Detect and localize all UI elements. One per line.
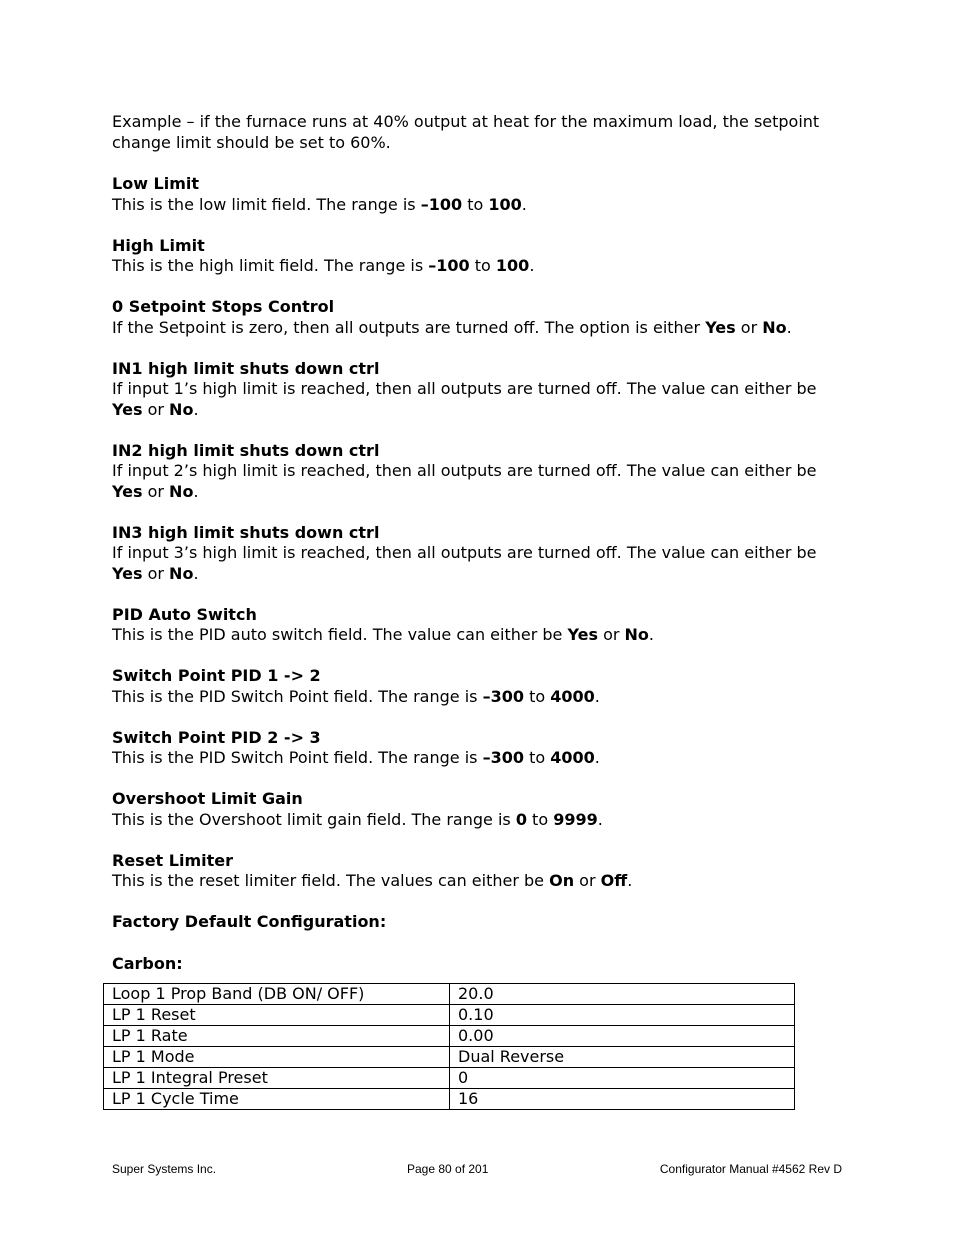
intro-line-2: change limit should be set to 60%. xyxy=(112,132,391,152)
parameter-value-cell: 0 xyxy=(450,1068,795,1089)
description-end: . xyxy=(648,625,655,644)
description-connector: or xyxy=(142,481,170,501)
footer-page-number: Page 80 of 201 xyxy=(407,1162,489,1176)
field-section xyxy=(112,789,847,830)
value-bold-2: 100 xyxy=(488,194,522,214)
table-row xyxy=(104,1026,795,1047)
section-heading: Switch Point PID 1 -> 2 xyxy=(112,666,321,685)
section-heading: High Limit xyxy=(112,235,205,255)
section-heading: Reset Limiter xyxy=(112,850,233,870)
value-bold-1: Yes xyxy=(112,399,143,419)
description-end: . xyxy=(193,563,199,583)
section-heading: IN1 high limit shuts down ctrl xyxy=(112,358,380,378)
value-bold-2: 4000 xyxy=(550,686,595,706)
value-bold-1: –300 xyxy=(482,748,524,767)
value-bold-1: Yes xyxy=(705,317,736,337)
parameter-name-cell: LP 1 Mode xyxy=(104,1047,450,1068)
section-description xyxy=(112,195,847,216)
value-bold-2: 4000 xyxy=(550,748,595,767)
section-description xyxy=(112,810,847,831)
page-content xyxy=(112,112,847,974)
description-connector: or xyxy=(735,317,763,337)
section-description xyxy=(112,871,847,892)
section-heading: 0 Setpoint Stops Control xyxy=(112,297,335,316)
value-bold-1: –100 xyxy=(428,256,470,275)
parameter-value-cell: 0.10 xyxy=(450,1005,795,1026)
value-bold-1: –100 xyxy=(420,194,463,214)
description-end: . xyxy=(193,399,199,419)
parameter-name-cell: LP 1 Reset xyxy=(104,1005,450,1026)
description-connector: or xyxy=(142,563,170,583)
description-end: . xyxy=(529,256,535,275)
description-connector: to xyxy=(523,686,551,706)
carbon-heading: Carbon: xyxy=(112,953,183,973)
footer-manual-id: Configurator Manual #4562 Rev D xyxy=(659,1162,842,1176)
value-bold-1: –300 xyxy=(482,686,524,706)
description-connector: to xyxy=(469,256,496,275)
section-heading: Low Limit xyxy=(112,174,200,193)
value-bold-2: No xyxy=(624,625,649,644)
parameter-name-cell: LP 1 Rate xyxy=(104,1026,450,1047)
description-end: . xyxy=(786,317,792,337)
section-description xyxy=(112,318,847,339)
description-text: This is the low limit field. The range is xyxy=(112,194,421,214)
field-section xyxy=(112,174,847,215)
value-bold-2: 9999 xyxy=(553,809,598,829)
section-heading: IN3 high limit shuts down ctrl xyxy=(112,522,380,542)
description-connector: to xyxy=(523,748,551,767)
value-bold-1: Yes xyxy=(567,625,598,644)
description-end: . xyxy=(594,686,600,706)
section-heading: Overshoot Limit Gain xyxy=(112,789,303,808)
value-bold-2: No xyxy=(169,563,194,583)
parameter-value-cell: 16 xyxy=(450,1089,795,1110)
description-end: . xyxy=(627,871,633,890)
intro-paragraph xyxy=(112,112,847,153)
value-bold-2: No xyxy=(169,399,194,419)
description-text: This is the reset limiter field. The values can either be xyxy=(112,871,550,890)
intro-line-1: Example – if the furnace runs at 40% output at heat for the maximum load, the setpoint xyxy=(112,112,820,131)
value-bold-2: No xyxy=(169,481,194,501)
parameter-name-cell: LP 1 Integral Preset xyxy=(104,1068,450,1089)
table-row xyxy=(104,1068,795,1089)
section-heading: PID Auto Switch xyxy=(112,604,257,624)
section-description xyxy=(112,625,847,646)
field-section xyxy=(112,851,847,892)
value-bold-1: Yes xyxy=(112,563,143,583)
field-section xyxy=(112,523,847,585)
value-bold-2: Off xyxy=(600,871,628,890)
field-section xyxy=(112,605,847,646)
description-connector: or xyxy=(142,399,170,419)
field-section xyxy=(112,236,847,277)
table-row xyxy=(104,1089,795,1110)
description-text: This is the Overshoot limit gain field. The range is xyxy=(112,809,516,829)
value-bold-1: On xyxy=(549,871,575,890)
parameter-value-cell: 20.0 xyxy=(450,984,795,1005)
footer-company: Super Systems Inc. xyxy=(112,1162,217,1176)
field-section xyxy=(112,728,847,769)
section-description xyxy=(112,748,847,769)
description-text: This is the PID Switch Point field. The range is xyxy=(112,748,483,767)
section-description xyxy=(112,461,847,502)
description-connector: to xyxy=(526,809,554,829)
description-text: This is the high limit field. The range is xyxy=(112,256,429,275)
description-end: . xyxy=(521,194,527,214)
section-description xyxy=(112,256,847,277)
description-text: If input 3’s high limit is reached, then all outputs are turned off. The value can either be xyxy=(112,543,817,562)
parameter-value-cell: 0.00 xyxy=(450,1026,795,1047)
description-end: . xyxy=(594,748,600,767)
description-connector: or xyxy=(597,625,625,644)
parameter-name-cell: Loop 1 Prop Band (DB ON/ OFF) xyxy=(104,984,450,1005)
parameter-value-cell: Dual Reverse xyxy=(450,1047,795,1068)
field-section xyxy=(112,297,847,338)
table-row xyxy=(104,984,795,1005)
value-bold-2: 100 xyxy=(495,256,530,275)
value-bold-2: No xyxy=(762,317,787,337)
section-heading: IN2 high limit shuts down ctrl xyxy=(112,440,380,460)
description-text: If the Setpoint is zero, then all outputs are turned off. The option is either xyxy=(112,317,706,337)
field-sections xyxy=(112,174,847,892)
page-footer xyxy=(112,1162,842,1178)
value-bold-1: 0 xyxy=(515,809,527,829)
description-text: This is the PID auto switch field. The value can either be xyxy=(112,625,568,644)
description-text: This is the PID Switch Point field. The range is xyxy=(112,686,483,706)
description-end: . xyxy=(193,481,199,501)
description-connector: to xyxy=(462,194,489,214)
section-description xyxy=(112,379,847,420)
carbon-config-table xyxy=(103,983,795,1110)
table-row xyxy=(104,1047,795,1068)
config-table-body xyxy=(104,984,795,1110)
field-section xyxy=(112,359,847,421)
field-section xyxy=(112,666,847,707)
section-heading: Switch Point PID 2 -> 3 xyxy=(112,727,321,747)
table-row xyxy=(104,1005,795,1026)
factory-default-heading: Factory Default Configuration: xyxy=(112,912,387,931)
section-description xyxy=(112,543,847,584)
description-connector: or xyxy=(574,871,601,890)
value-bold-1: Yes xyxy=(112,481,143,501)
description-end: . xyxy=(597,809,603,829)
parameter-name-cell: LP 1 Cycle Time xyxy=(104,1089,450,1110)
description-text: If input 2’s high limit is reached, then all outputs are turned off. The value can either be xyxy=(112,461,817,480)
field-section xyxy=(112,441,847,503)
description-text: If input 1’s high limit is reached, then all outputs are turned off. The value can either be xyxy=(112,379,817,398)
section-description xyxy=(112,687,847,708)
